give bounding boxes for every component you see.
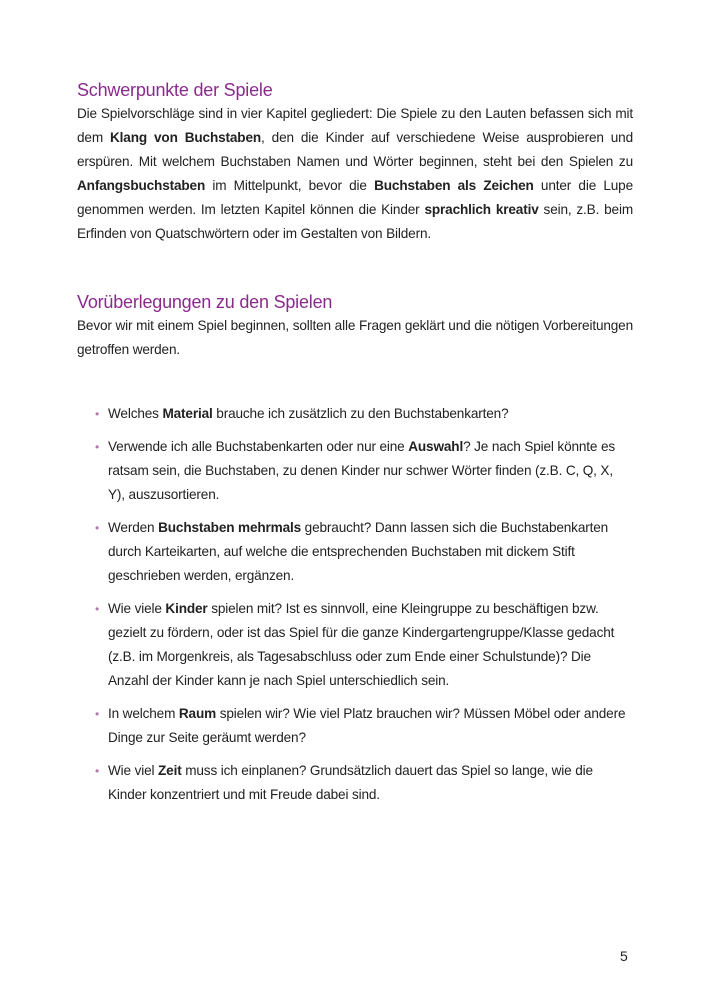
text-run: unter die Lupe genommen werden. Im letzten Kapitel können die Kinder [77, 178, 633, 217]
bullet-icon: • [95, 602, 100, 616]
text-run: Wie viele [108, 601, 166, 616]
bullet-icon: • [95, 521, 100, 535]
preparation-paragraph: Bevor wir mit einem Spiel beginnen, sollten alle Fragen geklärt und die nötigen Vorbereitungen getroffen werden. [77, 318, 633, 357]
list-item [77, 702, 633, 750]
text-run: im Mittelpunkt, bevor die [205, 178, 375, 193]
text-run: In welchem [108, 706, 179, 721]
text-run: Verwende ich alle Buchstabenkarten oder nur eine [108, 439, 409, 454]
emphasis-text: Material [162, 406, 213, 421]
intro-paragraph [77, 102, 633, 246]
text-run: sein, z.B. beim Erfinden von Quatschwörtern oder im Gestalten von Bildern. [77, 202, 633, 241]
page-content [77, 78, 633, 816]
text-run: gebraucht? Dann lassen sich die Buchstabenkarten durch Karteikarten, auf welche die entsprechenden Buchstaben mit dickem Stift geschrieben werden, ergänzen. [108, 520, 609, 583]
emphasis-text: Raum [178, 706, 217, 721]
list-item [77, 759, 633, 807]
emphasis-text: Kinder [165, 601, 208, 616]
text-run: muss ich einplanen? Grundsätzlich dauert das Spiel so lange, wie die Kinder konzentriert und mit Freude dabei sind. [108, 763, 593, 802]
emphasis-text: Auswahl [408, 439, 464, 454]
section-heading-schwerpunkte: Schwerpunkte der Spiele [77, 80, 273, 100]
emphasis-text: Klang von Buchstaben [110, 130, 262, 145]
text-run: brauche ich zusätzlich zu den Buchstabenkarten? [212, 406, 509, 421]
text-run: spielen mit? Ist es sinnvoll, eine Kleingruppe zu beschäftigen bzw. gezielt zu fördern, oder ist das Spiel für die ganze Kindergartengruppe/Klasse gedacht (z.B. im Morgenkreis, als Tagesabschluss oder zum Ende einer Schulstunde)? Die Anzahl der Kinder kann je nach Spiel unterschiedlich sein. [108, 601, 615, 688]
page-number: 5 [620, 948, 628, 964]
bullet-icon: • [95, 764, 100, 778]
emphasis-text: Zeit [158, 763, 182, 778]
text-run: , den die Kinder auf verschiedene Weise ausprobieren und erspüren. Mit welchem Buchstaben Namen und Wörter beginnen, steht bei den Spielen zu [77, 130, 634, 169]
text-run: Die Spielvorschläge sind in vier Kapitel gegliedert: Die Spiele zu den Lauten befassen sich mit dem [77, 106, 633, 145]
bullet-icon: • [95, 440, 100, 454]
bullet-icon: • [95, 707, 100, 721]
text-run: Werden [108, 520, 159, 535]
question-list [77, 402, 633, 807]
emphasis-text: Buchstaben als Zeichen [374, 178, 534, 193]
emphasis-text: sprachlich kreativ [424, 202, 539, 217]
emphasis-text: Buchstaben mehrmals [158, 520, 302, 535]
section-heading-vorueberlegungen: Vorüberlegungen zu den Spielen [77, 292, 333, 312]
list-item [77, 402, 633, 426]
list-item [77, 597, 633, 693]
text-run: ? Je nach Spiel könnte es ratsam sein, die Buchstaben, zu denen Kinder nur schwer Wörter finden (z.B. C, Q, X, Y), auszusortieren. [108, 439, 616, 502]
text-run: spielen wir? Wie viel Platz brauchen wir? Müssen Möbel oder andere Dinge zur Seite geräumt werden? [108, 706, 626, 745]
text-run: Welches [108, 406, 163, 421]
list-item [77, 435, 633, 507]
emphasis-text: Anfangsbuchstaben [77, 178, 206, 193]
bullet-icon: • [95, 407, 100, 421]
list-item [77, 516, 633, 588]
text-run: Wie viel [108, 763, 159, 778]
